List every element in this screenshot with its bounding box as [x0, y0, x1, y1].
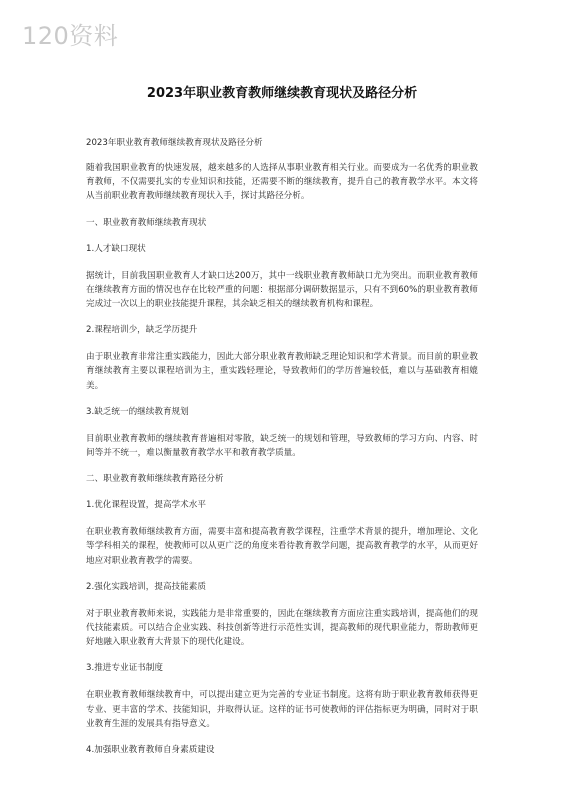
paragraph: 目前职业教育教师的继续教育普遍相对零散，缺乏统一的规划和管理，导致教师的学习方向、内容、时间等并不统一，难以衡量教育教学水平和教育教学质量。 [86, 433, 478, 459]
subsection-heading: 4.加强职业教育教师自身素质建设 [86, 745, 215, 756]
subsection-heading: 3.推进专业证书制度 [86, 663, 163, 674]
subsection-heading: 2.强化实践培训，提高技能素质 [86, 581, 206, 592]
document-title: 2023年职业教育教师继续教育现状及路径分析 [146, 86, 418, 101]
paragraph: 在职业教育教师继续教育中，可以提出建立更为完善的专业证书制度。这将有助于职业教育教师获得更专业、更丰富的学术、技能知识，并取得认证。这样的证书可使教师的评估指标更为明确，同时对于职业教育生涯的发展具有指导意义。 [86, 690, 478, 729]
paragraph: 在职业教育教师继续教育方面，需要丰富和提高教育教学课程，注重学术背景的提升，增加理论、文化等学科相关的课程，使教师可以从更广泛的角度来看待教育教学问题，提高教育教学的水平，从而更好地应对职业教育教学的需要。 [86, 527, 478, 566]
intro-paragraph: 随着我国职业教育的快速发展，越来越多的人选择从事职业教育相关行业。而要成为一名优秀的职业教育教师，不仅需要扎实的专业知识和技能，还需要不断的继续教育，提升自己的教育教学水平。本文将从当前职业教育教师继续教育现状入手，探讨其路径分析。 [86, 163, 478, 202]
section-heading-status: 一、职业教育教师继续教育现状 [86, 217, 207, 228]
subsection-heading: 3.缺乏统一的继续教育规划 [86, 406, 189, 417]
paragraph: 由于职业教育非常注重实践能力，因此大部分职业教育教师缺乏理论知识和学术背景。而目前的职业教育继续教育主要以课程培训为主，重实践轻理论，导致教师们的学历普遍较低，难以与基础教育相媲美。 [86, 352, 478, 391]
subsection-heading: 2.课程培训少，缺乏学历提升 [86, 325, 198, 336]
watermark-logo: 120资料 [22, 22, 119, 50]
subsection-heading: 1.人才缺口现状 [86, 243, 146, 254]
section-heading-paths: 二、职业教育教师继续教育路径分析 [86, 474, 224, 485]
paragraph: 对于职业教育教师来说，实践能力是非常重要的，因此在继续教育方面应注重实践培训，提高他们的现代技能素质。可以结合企业实践、科技创新等进行示范性实训，提高教师的现代职业能力，帮助教师更好地融入职业教育大背景下的现代化建设。 [86, 608, 478, 648]
subsection-heading: 1.优化课程设置，提高学术水平 [86, 500, 206, 511]
paragraph: 据统计，目前我国职业教育人才缺口达200万，其中一线职业教育教师缺口尤为突出。而职业教育教师在继续教育方面的情况也存在比较严重的问题：根据部分调研数据显示，只有不到60%的职业教育教师完成过一次以上的职业技能提升课程，其余缺乏相关的继续教育机构和课程。 [86, 270, 478, 310]
document-body [86, 82, 478, 770]
document-subtitle: 2023年职业教育教师继续教育现状及路径分析 [86, 138, 263, 148]
